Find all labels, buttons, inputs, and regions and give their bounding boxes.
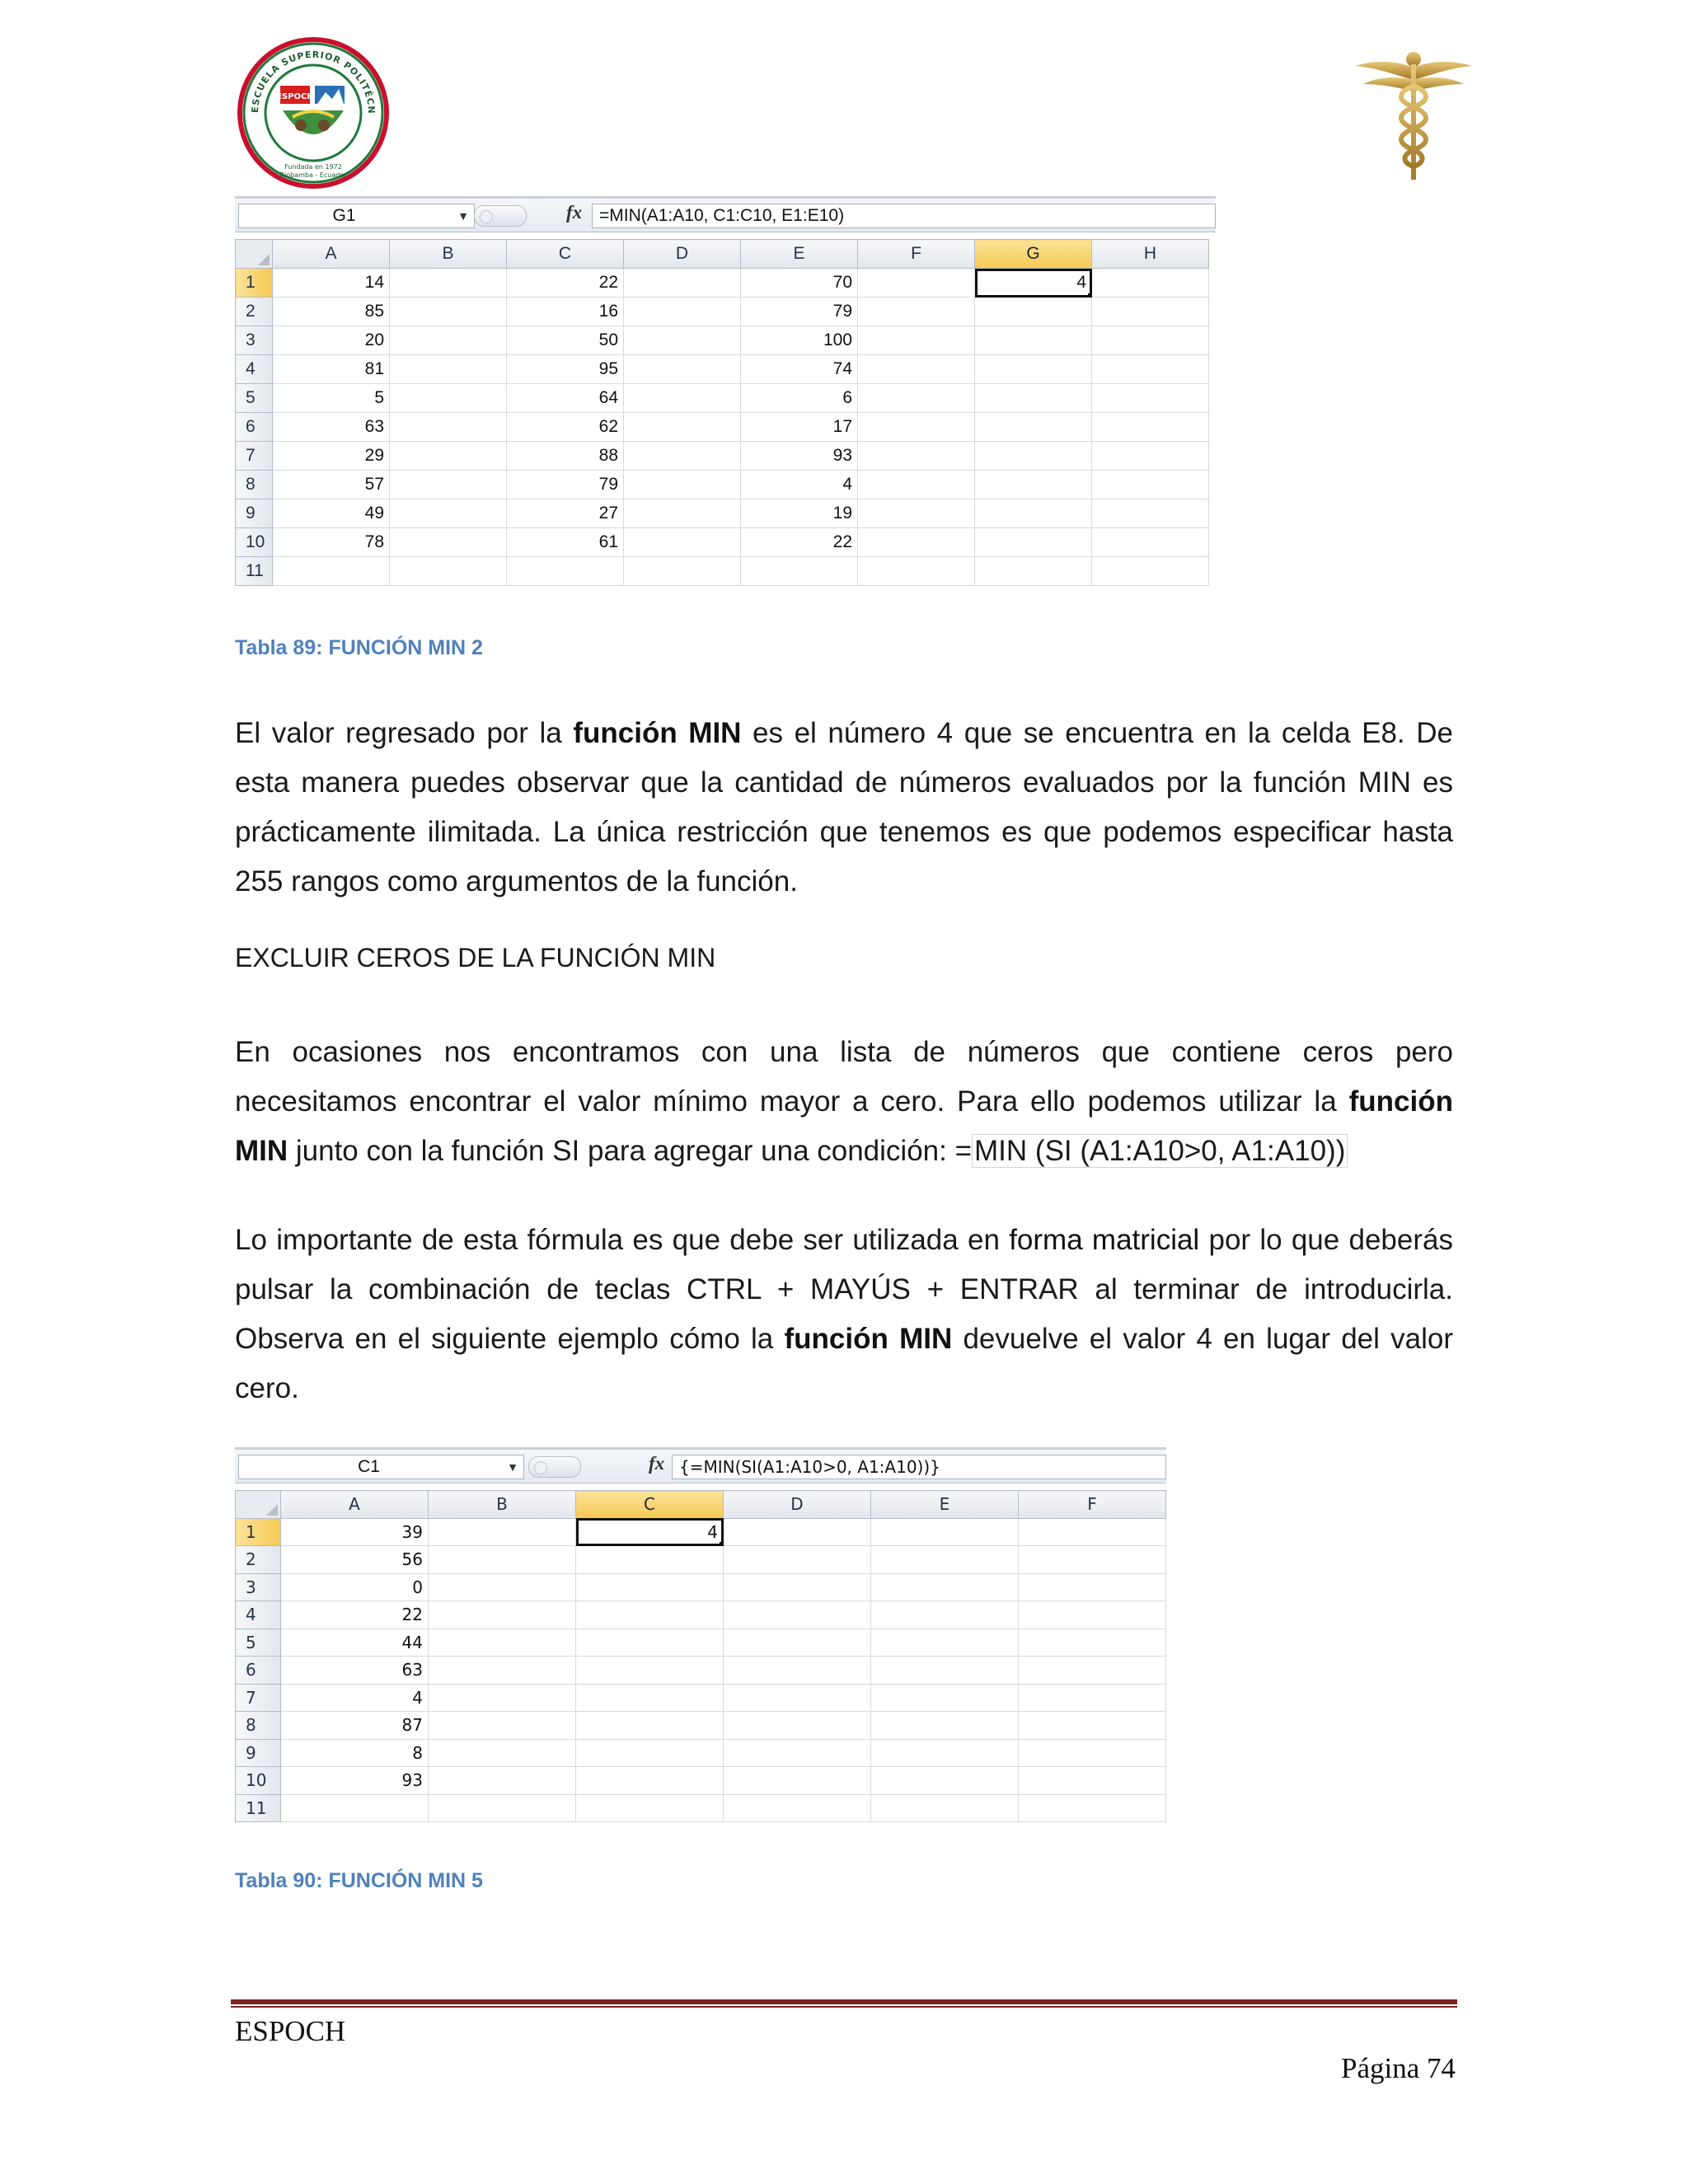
section-heading: EXCLUIR CEROS DE LA FUNCIÓN MIN bbox=[235, 943, 716, 972]
cell-b6 bbox=[429, 1657, 576, 1685]
svg-text:Riobamba - Ecuador: Riobamba - Ecuador bbox=[279, 171, 347, 179]
table-row bbox=[236, 1629, 1166, 1657]
cell-f6 bbox=[858, 413, 975, 442]
table-row bbox=[236, 499, 1209, 528]
table-row bbox=[236, 1684, 1166, 1712]
row-header: 5 bbox=[236, 384, 273, 413]
column-header-a: A bbox=[281, 1491, 429, 1519]
cell-a3: 0 bbox=[281, 1573, 429, 1601]
caduceus-icon bbox=[1352, 43, 1475, 183]
cell-g5 bbox=[975, 384, 1092, 413]
cell-c4: 95 bbox=[507, 355, 624, 384]
cell-d10 bbox=[724, 1767, 871, 1795]
cell-d3 bbox=[624, 326, 741, 355]
cell-e1: 70 bbox=[741, 269, 858, 298]
cell-c5: 64 bbox=[507, 384, 624, 413]
cell-a11 bbox=[273, 557, 390, 586]
table-row bbox=[236, 298, 1209, 326]
dropdown-arrow-icon: ▼ bbox=[507, 1460, 518, 1474]
cell-e8 bbox=[871, 1712, 1019, 1740]
cell-d2 bbox=[724, 1546, 871, 1574]
cell-c3 bbox=[576, 1573, 724, 1601]
table-row bbox=[236, 1712, 1166, 1740]
cell-d4 bbox=[724, 1601, 871, 1629]
select-all-corner bbox=[236, 240, 273, 269]
row-header: 7 bbox=[236, 442, 273, 471]
table-row bbox=[236, 269, 1209, 298]
cell-g11 bbox=[975, 557, 1092, 586]
cell-f11 bbox=[858, 557, 975, 586]
cell-d1 bbox=[624, 269, 741, 298]
excel-screenshot-min-5 bbox=[235, 1447, 1166, 1826]
cell-b4 bbox=[429, 1601, 576, 1629]
cell-g4 bbox=[975, 355, 1092, 384]
cell-e9: 19 bbox=[741, 499, 858, 528]
cell-e11 bbox=[871, 1794, 1019, 1822]
table-row bbox=[236, 528, 1209, 557]
cell-a9: 8 bbox=[281, 1739, 429, 1767]
cell-g7 bbox=[975, 442, 1092, 471]
cell-g1: 4 bbox=[975, 269, 1092, 298]
table-row bbox=[236, 1546, 1166, 1574]
cell-f4 bbox=[858, 355, 975, 384]
row-header: 8 bbox=[236, 471, 273, 499]
cell-b2 bbox=[390, 298, 507, 326]
espoch-seal-icon bbox=[235, 35, 392, 191]
row-header: 2 bbox=[236, 1546, 281, 1574]
row-header: 3 bbox=[236, 1573, 281, 1601]
cell-e7 bbox=[871, 1684, 1019, 1712]
table-row bbox=[236, 413, 1209, 442]
cell-f1 bbox=[858, 269, 975, 298]
cell-c5 bbox=[576, 1629, 724, 1657]
column-header-g: G bbox=[975, 240, 1092, 269]
row-header: 10 bbox=[236, 1767, 281, 1795]
footer-rule bbox=[231, 1999, 1457, 2004]
cell-b7 bbox=[390, 442, 507, 471]
cell-c8 bbox=[576, 1712, 724, 1740]
cell-a1: 14 bbox=[273, 269, 390, 298]
cell-c2 bbox=[576, 1546, 724, 1574]
cell-f2 bbox=[1019, 1546, 1166, 1574]
cell-c11 bbox=[576, 1794, 724, 1822]
cell-e9 bbox=[871, 1739, 1019, 1767]
cell-c1: 4 bbox=[576, 1518, 724, 1546]
cell-c10: 61 bbox=[507, 528, 624, 557]
cell-b11 bbox=[390, 557, 507, 586]
footer-institution: ESPOCH bbox=[235, 2015, 346, 2047]
table-row bbox=[236, 471, 1209, 499]
footer-rule bbox=[231, 2006, 1457, 2008]
cell-a2: 85 bbox=[273, 298, 390, 326]
cell-d9 bbox=[724, 1739, 871, 1767]
formula-bar-toggle-icon bbox=[528, 1456, 581, 1478]
cell-a2: 56 bbox=[281, 1546, 429, 1574]
fx-icon: fx bbox=[566, 202, 583, 223]
cell-e6: 17 bbox=[741, 413, 858, 442]
cell-f8 bbox=[1019, 1712, 1166, 1740]
spreadsheet-grid bbox=[235, 239, 1209, 586]
cell-f7 bbox=[858, 442, 975, 471]
table-row bbox=[236, 1601, 1166, 1629]
cell-d9 bbox=[624, 499, 741, 528]
row-header: 11 bbox=[236, 557, 273, 586]
table-caption: Tabla 90: FUNCIÓN MIN 5 bbox=[235, 1869, 483, 1892]
column-header-f: F bbox=[1019, 1491, 1166, 1519]
cell-d5 bbox=[624, 384, 741, 413]
cell-e3 bbox=[871, 1573, 1019, 1601]
cell-b9 bbox=[390, 499, 507, 528]
cell-f3 bbox=[858, 326, 975, 355]
cell-b5 bbox=[390, 384, 507, 413]
cell-h11 bbox=[1092, 557, 1209, 586]
cell-c10 bbox=[576, 1767, 724, 1795]
cell-b5 bbox=[429, 1629, 576, 1657]
column-header-c: C bbox=[507, 240, 624, 269]
table-row bbox=[236, 326, 1209, 355]
select-all-corner bbox=[236, 1491, 281, 1519]
name-box: G1 ▼ bbox=[238, 204, 475, 228]
row-header: 3 bbox=[236, 326, 273, 355]
cell-h1 bbox=[1092, 269, 1209, 298]
cell-e11 bbox=[741, 557, 858, 586]
row-header: 7 bbox=[236, 1684, 281, 1712]
row-header: 6 bbox=[236, 413, 273, 442]
cell-f7 bbox=[1019, 1684, 1166, 1712]
column-header-h: H bbox=[1092, 240, 1209, 269]
cell-b1 bbox=[390, 269, 507, 298]
cell-b7 bbox=[429, 1684, 576, 1712]
cell-a10: 93 bbox=[281, 1767, 429, 1795]
formula-bar-toggle-icon bbox=[474, 205, 527, 227]
cell-d11 bbox=[724, 1794, 871, 1822]
cell-c7 bbox=[576, 1684, 724, 1712]
row-header: 2 bbox=[236, 298, 273, 326]
formula-bar bbox=[235, 1447, 1166, 1483]
cell-d8 bbox=[624, 471, 741, 499]
cell-c1: 22 bbox=[507, 269, 624, 298]
cell-f1 bbox=[1019, 1518, 1166, 1546]
column-header-d: D bbox=[624, 240, 741, 269]
name-box: C1 ▼ bbox=[238, 1455, 524, 1479]
cell-b11 bbox=[429, 1794, 576, 1822]
cell-h7 bbox=[1092, 442, 1209, 471]
cell-a7: 29 bbox=[273, 442, 390, 471]
row-header: 9 bbox=[236, 499, 273, 528]
column-header-f: F bbox=[858, 240, 975, 269]
formula-input: {=MIN(SI(A1:A10>0, A1:A10))} bbox=[672, 1455, 1166, 1479]
cell-e2 bbox=[871, 1546, 1019, 1574]
cell-f4 bbox=[1019, 1601, 1166, 1629]
cell-h2 bbox=[1092, 298, 1209, 326]
cell-e7: 93 bbox=[741, 442, 858, 471]
row-header: 9 bbox=[236, 1739, 281, 1767]
cell-b6 bbox=[390, 413, 507, 442]
formula-input: =MIN(A1:A10, C1:C10, E1:E10) bbox=[592, 204, 1216, 228]
cell-f3 bbox=[1019, 1573, 1166, 1601]
cell-c11 bbox=[507, 557, 624, 586]
row-header: 4 bbox=[236, 1601, 281, 1629]
cell-f5 bbox=[858, 384, 975, 413]
cell-c6: 62 bbox=[507, 413, 624, 442]
cell-a8: 87 bbox=[281, 1712, 429, 1740]
cell-a3: 20 bbox=[273, 326, 390, 355]
cell-d6 bbox=[724, 1657, 871, 1685]
cell-f10 bbox=[858, 528, 975, 557]
cell-a9: 49 bbox=[273, 499, 390, 528]
cell-h8 bbox=[1092, 471, 1209, 499]
column-header-b: B bbox=[390, 240, 507, 269]
svg-text:Fundada en 1972: Fundada en 1972 bbox=[284, 163, 342, 171]
row-header: 1 bbox=[236, 1518, 281, 1546]
row-header: 8 bbox=[236, 1712, 281, 1740]
cell-h6 bbox=[1092, 413, 1209, 442]
row-header: 10 bbox=[236, 528, 273, 557]
dropdown-arrow-icon: ▼ bbox=[457, 209, 469, 223]
cell-g6 bbox=[975, 413, 1092, 442]
table-row bbox=[236, 1794, 1166, 1822]
cell-d1 bbox=[724, 1518, 871, 1546]
cell-a10: 78 bbox=[273, 528, 390, 557]
cell-b2 bbox=[429, 1546, 576, 1574]
row-header: 1 bbox=[236, 269, 273, 298]
column-header-c: C bbox=[576, 1491, 724, 1519]
cell-a8: 57 bbox=[273, 471, 390, 499]
column-header-b: B bbox=[429, 1491, 576, 1519]
cell-b3 bbox=[390, 326, 507, 355]
cell-b10 bbox=[390, 528, 507, 557]
cell-c9: 27 bbox=[507, 499, 624, 528]
cell-e5: 6 bbox=[741, 384, 858, 413]
cell-g3 bbox=[975, 326, 1092, 355]
cell-f2 bbox=[858, 298, 975, 326]
cell-b10 bbox=[429, 1767, 576, 1795]
table-row bbox=[236, 557, 1209, 586]
cell-h10 bbox=[1092, 528, 1209, 557]
cell-d4 bbox=[624, 355, 741, 384]
cell-b8 bbox=[429, 1712, 576, 1740]
cell-g9 bbox=[975, 499, 1092, 528]
cell-d3 bbox=[724, 1573, 871, 1601]
cell-h5 bbox=[1092, 384, 1209, 413]
cell-d10 bbox=[624, 528, 741, 557]
column-header-e: E bbox=[741, 240, 858, 269]
table-row bbox=[236, 1657, 1166, 1685]
cell-d11 bbox=[624, 557, 741, 586]
cell-e6 bbox=[871, 1657, 1019, 1685]
cell-b3 bbox=[429, 1573, 576, 1601]
page-number: Página 74 bbox=[1340, 2052, 1456, 2084]
cell-a6: 63 bbox=[281, 1657, 429, 1685]
cell-c7: 88 bbox=[507, 442, 624, 471]
cell-a6: 63 bbox=[273, 413, 390, 442]
paragraph-array-formula: Lo importante de esta fórmula es que debe ser utilizada en forma matricial por lo que deberás pulsar la combinación de teclas CTRL + MAYÚS + ENTRAR al terminar de introducirla. Observa en el siguiente ejemplo cómo la función MIN devuelve el valor 4 en lugar del valor cero. bbox=[235, 1224, 1454, 1404]
cell-d7 bbox=[624, 442, 741, 471]
cell-e3: 100 bbox=[741, 326, 858, 355]
cell-f5 bbox=[1019, 1629, 1166, 1657]
row-header: 6 bbox=[236, 1657, 281, 1685]
cell-a5: 44 bbox=[281, 1629, 429, 1657]
paragraph-exclude-zeros: En ocasiones nos encontramos con una lista de números que contiene ceros pero necesitamos encontrar el valor mínimo mayor a cero. Para ello podemos utilizar la función MIN junto con la función SI para agregar una condición: =MIN (SI (A1:A10>0, A1:A10)) bbox=[235, 1036, 1453, 1167]
column-header-e: E bbox=[871, 1491, 1019, 1519]
fx-icon: fx bbox=[649, 1453, 665, 1474]
cell-c3: 50 bbox=[507, 326, 624, 355]
cell-d7 bbox=[724, 1684, 871, 1712]
cell-a5: 5 bbox=[273, 384, 390, 413]
cell-a11 bbox=[281, 1794, 429, 1822]
svg-text:ESPOCH: ESPOCH bbox=[276, 92, 314, 101]
cell-b1 bbox=[429, 1518, 576, 1546]
forma-matricial-link[interactable]: forma matricial bbox=[1009, 1224, 1200, 1256]
table-row bbox=[236, 1767, 1166, 1795]
cell-b9 bbox=[429, 1739, 576, 1767]
cell-g8 bbox=[975, 471, 1092, 499]
cell-g2 bbox=[975, 298, 1092, 326]
cell-h4 bbox=[1092, 355, 1209, 384]
cell-a7: 4 bbox=[281, 1684, 429, 1712]
column-header-a: A bbox=[273, 240, 390, 269]
table-row bbox=[236, 384, 1209, 413]
cell-e4: 74 bbox=[741, 355, 858, 384]
cell-e2: 79 bbox=[741, 298, 858, 326]
table-row bbox=[236, 1518, 1166, 1546]
cell-c8: 79 bbox=[507, 471, 624, 499]
table-row bbox=[236, 442, 1209, 471]
cell-f10 bbox=[1019, 1767, 1166, 1795]
cell-g10 bbox=[975, 528, 1092, 557]
cell-a1: 39 bbox=[281, 1518, 429, 1546]
cell-h9 bbox=[1092, 499, 1209, 528]
excel-screenshot-min-2 bbox=[235, 196, 1216, 593]
cell-f6 bbox=[1019, 1657, 1166, 1685]
table-caption: Tabla 89: FUNCIÓN MIN 2 bbox=[235, 636, 483, 659]
cell-f9 bbox=[1019, 1739, 1166, 1767]
cell-c9 bbox=[576, 1739, 724, 1767]
cell-d6 bbox=[624, 413, 741, 442]
cell-e10: 22 bbox=[741, 528, 858, 557]
cell-c2: 16 bbox=[507, 298, 624, 326]
table-row bbox=[236, 1573, 1166, 1601]
cell-a4: 81 bbox=[273, 355, 390, 384]
paragraph-min-result: El valor regresado por la función MIN es el número 4 que se encuentra en la celda E8. De esta manera puedes observar que la cantidad de números evaluados por la función MIN es prácticamente ilimitada. La única restricción que tenemos es que podemos especificar hasta 255 rangos como argumentos de la función. bbox=[235, 717, 1453, 898]
cell-f9 bbox=[858, 499, 975, 528]
table-row bbox=[236, 355, 1209, 384]
cell-d8 bbox=[724, 1712, 871, 1740]
row-header: 5 bbox=[236, 1629, 281, 1657]
cell-e4 bbox=[871, 1601, 1019, 1629]
cell-c4 bbox=[576, 1601, 724, 1629]
spreadsheet-grid bbox=[235, 1490, 1166, 1822]
row-header: 11 bbox=[236, 1794, 281, 1822]
cell-f11 bbox=[1019, 1794, 1166, 1822]
svg-text:ESCUELA SUPERIOR POLITÉCNICA D: ESCUELA SUPERIOR POLITÉCN bbox=[249, 49, 377, 115]
cell-c6 bbox=[576, 1657, 724, 1685]
cell-b4 bbox=[390, 355, 507, 384]
cell-d2 bbox=[624, 298, 741, 326]
formula-bar bbox=[235, 196, 1216, 232]
cell-h3 bbox=[1092, 326, 1209, 355]
cell-e1 bbox=[871, 1518, 1019, 1546]
cell-e5 bbox=[871, 1629, 1019, 1657]
cell-a4: 22 bbox=[281, 1601, 429, 1629]
cell-e8: 4 bbox=[741, 471, 858, 499]
column-header-d: D bbox=[724, 1491, 871, 1519]
cell-d5 bbox=[724, 1629, 871, 1657]
cell-f8 bbox=[858, 471, 975, 499]
table-row bbox=[236, 1739, 1166, 1767]
row-header: 4 bbox=[236, 355, 273, 384]
cell-e10 bbox=[871, 1767, 1019, 1795]
cell-b8 bbox=[390, 471, 507, 499]
